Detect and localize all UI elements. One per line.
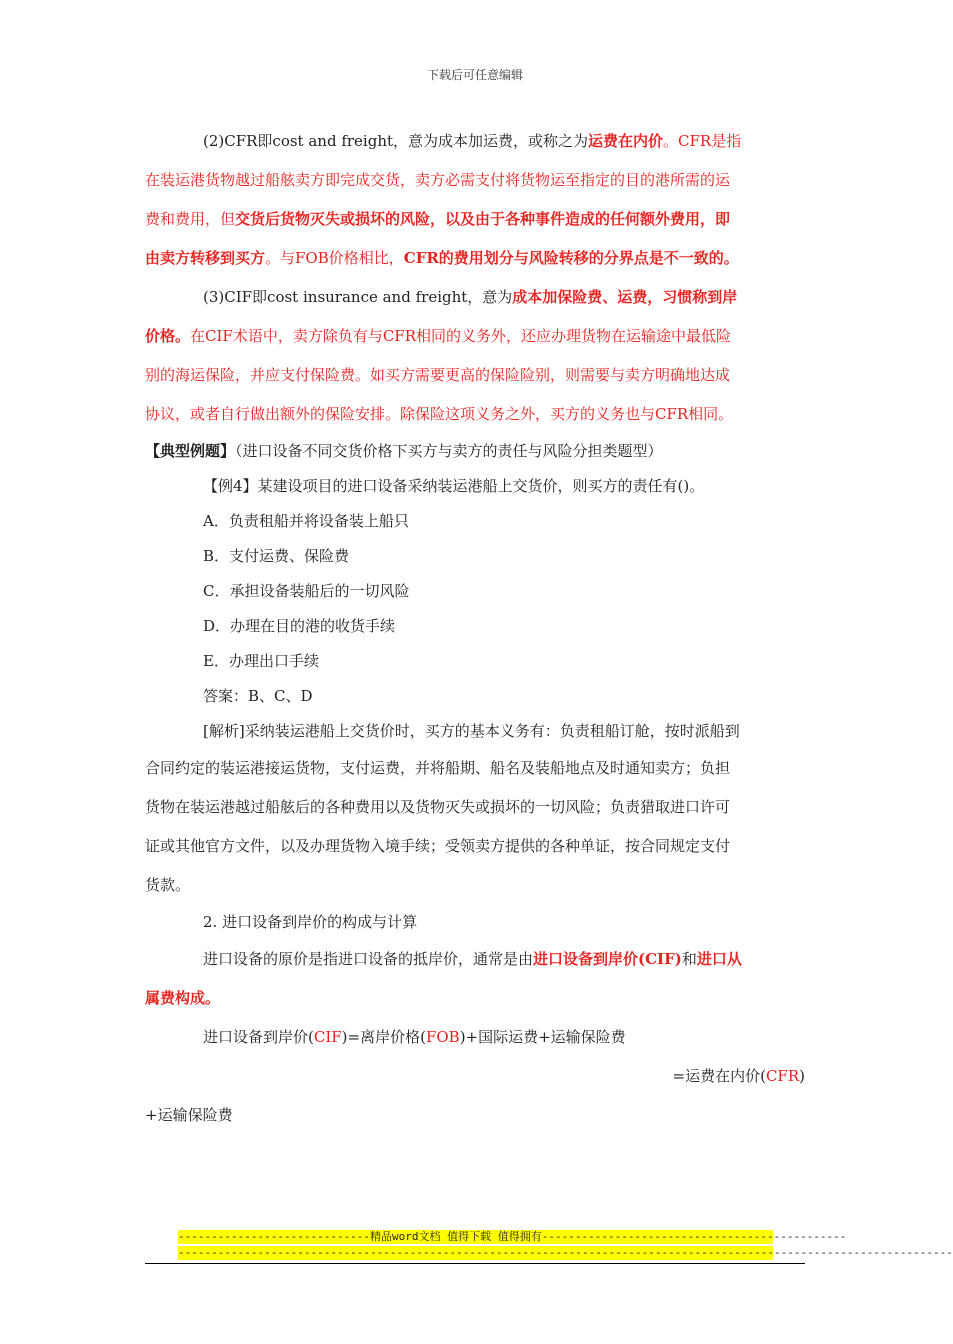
footer-banner: -----------------------------精品word文档 值得下载 值得拥有---------------------------------------------- (178, 1230, 847, 1243)
analysis-line5: 货款。 (145, 876, 191, 894)
option-d: D．办理在目的港的收货手续 (203, 617, 396, 635)
example-heading: 【典型例题】（进口设备不同交货价格下买方与卖方的责任与风险分担类题型） (145, 442, 663, 460)
formula-line3: +运输保险费 (145, 1106, 233, 1124)
analysis-line2: 合同约定的装运港接运货物，支付运费，并将船期、船名及装船地点及时通知卖方；负担 (145, 759, 731, 777)
paragraph-cif-line4: 协议，或者自行做出额外的保险安排。除保险这项义务之外，买方的义务也与CFR相同。 (145, 405, 734, 423)
paragraph-cfr-line2: 在装运港货物越过船舷卖方即完成交货，卖方必需支付将货物运至指定的目的港所需的运 (145, 171, 731, 189)
paragraph-cfr-line1: (2)CFR即cost and freight，意为成本加运费，或称之为运费在内价。CFR是指 (203, 132, 742, 150)
formula-line1: 进口设备到岸价(CIF)=离岸价格(FOB)+国际运费+运输保险费 (203, 1028, 626, 1046)
footer-dashes: --------------------------------------------------------------------------------------------------------------------- (178, 1246, 953, 1259)
section-paragraph-line2: 属费构成。 (145, 989, 221, 1007)
option-e: E．办理出口手续 (203, 652, 319, 670)
analysis-line4: 证或其他官方文件，以及办理货物入境手续；受领卖方提供的各种单证，按合同规定支付 (145, 837, 731, 855)
paragraph-cif-line2: 价格。在CIF术语中，卖方除负有与CFR相同的义务外，还应办理货物在运输途中最低险 (145, 327, 732, 345)
footer-rule (145, 1263, 805, 1264)
analysis-line1: [解析]采纳装运港船上交货价时，买方的基本义务有：负责租船订舱，按时派船到 (203, 722, 740, 740)
document-body (145, 122, 805, 1135)
answer: 答案：B、C、D (203, 687, 313, 705)
example-question: 【例4】某建设项目的进口设备采纳装运港船上交货价，则买方的责任有()。 (203, 477, 705, 495)
option-a: A．负责租船并将设备装上船只 (203, 512, 409, 530)
section-heading: 2. 进口设备到岸价的构成与计算 (203, 913, 418, 931)
section-paragraph-line1: 进口设备的原价是指进口设备的抵岸价，通常是由进口设备到岸价(CIF)和进口从 (203, 950, 742, 968)
page-header: 下载后可任意编辑 (426, 68, 523, 82)
option-c: C．承担设备装船后的一切风险 (203, 582, 410, 600)
analysis-line3: 货物在装运港越过船舷后的各种费用以及货物灭失或损坏的一切风险；负责猎取进口许可 (145, 798, 731, 816)
paragraph-cif-line1: (3)CIF即cost insurance and freight，意为成本加保险费、运费，习惯称到岸 (203, 288, 738, 306)
option-b: B．支付运费、保险费 (203, 547, 350, 565)
paragraph-cif-line3: 别的海运保险，并应支付保险费。如买方需要更高的保险险别，则需要与卖方明确地达成 (145, 366, 731, 384)
paragraph-cfr-line3: 费和费用，但交货后货物灭失或损坏的风险，以及由于各种事件造成的任何额外费用，即 (145, 210, 731, 228)
formula-line2: =运费在内价(CFR) (672, 1067, 805, 1085)
paragraph-cfr-line4: 由卖方转移到买方。与FOB价格相比，CFR的费用划分与风险转移的分界点是不一致的。 (145, 249, 739, 267)
